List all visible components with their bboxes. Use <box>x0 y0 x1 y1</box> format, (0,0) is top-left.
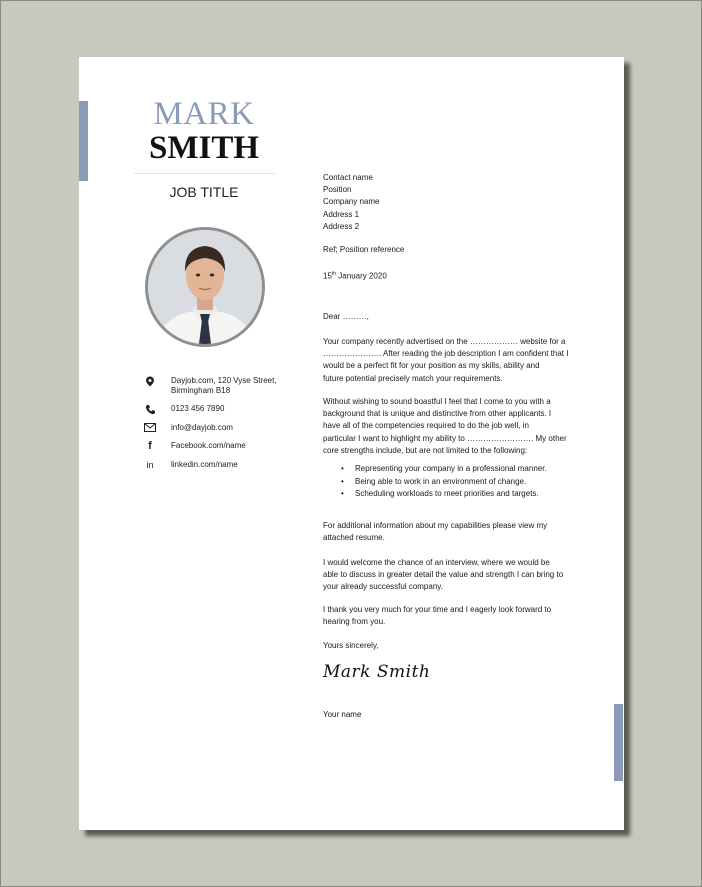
paragraph-1 <box>323 336 568 385</box>
paragraph-line: would be a perfect fit for your position as my skills, ability and <box>323 361 540 371</box>
accent-bar-left <box>79 101 88 181</box>
date-rest: January 2020 <box>336 271 387 281</box>
person-photo-icon <box>148 230 262 344</box>
location-pin-icon <box>144 376 156 390</box>
paragraph-line: core strengths include, but are not limited to the following: <box>323 445 528 455</box>
sign-off: Yours sincerely, <box>323 641 379 650</box>
date-day: 15 <box>323 271 332 281</box>
salutation: Dear ………, <box>323 312 369 321</box>
paragraph-line: attached resume. <box>323 533 385 543</box>
first-name: MARK <box>153 96 255 132</box>
linkedin-icon: in <box>146 460 154 470</box>
paragraph-line: your already successful company. <box>323 582 443 592</box>
reference-line: Ref; Position reference <box>323 245 405 254</box>
list-item: • Scheduling workloads to meet priorities and targets. <box>341 488 547 501</box>
last-name: SMITH <box>148 130 260 166</box>
job-title: JOB TITLE <box>169 184 239 200</box>
recipient-line: Position <box>323 185 352 195</box>
address-line-1: Dayjob.com, 120 Vyse Street, <box>171 376 277 385</box>
signature: Mark Smith <box>323 662 431 682</box>
profile-photo <box>145 227 265 347</box>
paragraph-line: For additional information about my capabilities please view my <box>323 521 548 530</box>
paragraph-2 <box>323 396 567 457</box>
accent-bar-right <box>614 704 623 781</box>
name-divider <box>134 173 275 174</box>
letter-date <box>323 268 387 283</box>
recipient-line: Company name <box>323 197 380 207</box>
paragraph-line: I would welcome the chance of an interview, where we would be <box>323 558 550 567</box>
list-item: • Representing your company in a professional manner. <box>341 463 547 476</box>
facebook-icon: f <box>148 440 152 452</box>
paragraph-3 <box>323 520 547 544</box>
facebook-url: Facebook.com/name <box>171 441 246 450</box>
email-address: info@dayjob.com <box>171 423 233 432</box>
recipient-line: Contact name <box>323 173 373 182</box>
paragraph-line: I thank you very much for your time and I eagerly look forward to <box>323 605 552 614</box>
phone-number: 0123 456 7890 <box>171 404 225 413</box>
address-line-2: Birmingham B18 <box>171 386 231 395</box>
paragraph-line: particular I want to highlight my ability to ……………………. My other <box>323 433 567 443</box>
phone-icon <box>144 404 156 418</box>
strengths-list <box>341 463 547 501</box>
paragraph-line: background that is unique and distinctive from other applicants. I <box>323 409 552 419</box>
paragraph-line: Without wishing to sound boastful I feel that I come to you with a <box>323 397 551 406</box>
paragraph-line: …………………. After reading the job description I am confident that I <box>323 349 569 359</box>
recipient-block <box>323 172 379 233</box>
paragraph-4 <box>323 557 563 594</box>
paragraph-line: able to discuss in greater detail the value and strength I can bring to <box>323 570 564 580</box>
paragraph-5 <box>323 604 551 628</box>
linkedin-url: linkedin.com/name <box>171 460 238 469</box>
paragraph-line: future potential precisely match your requirements. <box>323 373 503 383</box>
your-name: Your name <box>323 710 362 719</box>
list-item: • Being able to work in an environment of change. <box>341 476 547 489</box>
paragraph-line: Your company recently advertised on the ……………… website for a <box>323 337 566 346</box>
date-suffix: th <box>331 271 337 277</box>
recipient-line: Address 1 <box>323 209 360 219</box>
recipient-line: Address 2 <box>323 221 360 231</box>
email-icon <box>144 423 156 435</box>
paragraph-line: have all of the competencies required to do the job well, in <box>323 421 529 431</box>
paragraph-line: hearing from you. <box>323 617 386 627</box>
